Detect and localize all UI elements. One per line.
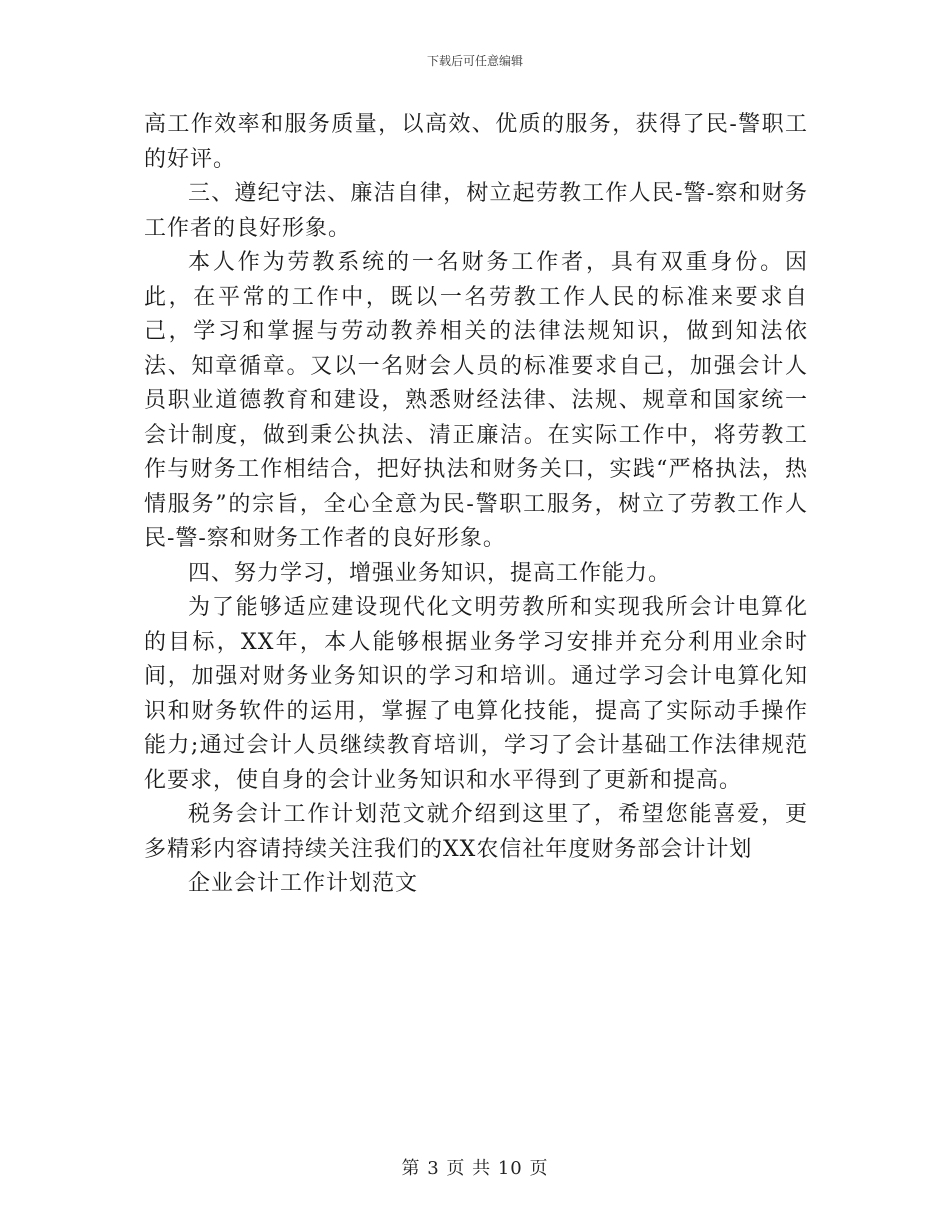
section-heading-3: 三、遵纪守法、廉洁自律，树立起劳教工作人民-警-察和财务工作者的良好形象。 xyxy=(144,181,808,241)
page-footer xyxy=(0,1154,950,1180)
document-body xyxy=(144,108,808,902)
section-heading-4: 四、努力学习，增强业务知识，提高工作能力。 xyxy=(188,560,672,586)
paragraph-dual-identity: 本人作为劳教系统的一名财务工作者，具有双重身份。因此，在平常的工作中，既以一名劳教工作人民的标准来要求自己，学习和掌握与劳动教养相关的法律法规知识，做到知法依法、知章循章。又以一名财会人员的标准要求自己，加强会计人员职业道德教育和建设，熟悉财经法律、法规、规章和国家统一会计制度，做到秉公执法、清正廉洁。在实际工作中，将劳教工作与财务工作相结合，把好执法和财务关口，实践“严格执法，热情服务”的宗旨，全心全意为民-警职工服务，树立了劳教工作人民-警-察和财务工作者的良好形象。 xyxy=(144,250,808,551)
page-header: 下载后可任意编辑 xyxy=(426,54,523,68)
page-number: 第 3 页 共 10 页 xyxy=(401,1158,549,1179)
paragraph-closing: 税务会计工作计划范文就介绍到这里了，希望您能喜爱，更多精彩内容请持续关注我们的XX农信社年度财务部会计计划 xyxy=(144,802,808,862)
next-article-title: 企业会计工作计划范文 xyxy=(188,871,419,896)
paragraph-continuation: 高工作效率和服务质量，以高效、优质的服务，获得了民-警职工的好评。 xyxy=(144,112,808,172)
paragraph-study: 为了能够适应建设现代化文明劳教所和实现我所会计电算化的目标，XX年，本人能够根据业务学习安排并充分利用业余时间，加强对财务业务知识的学习和培训。通过学习会计电算化知识和财务软件的运用，掌握了电算化技能，提高了实际动手操作能力;通过会计人员继续教育培训，学习了会计基础工作法律规范化要求，使自身的会计业务知识和水平得到了更新和提高。 xyxy=(144,595,808,793)
